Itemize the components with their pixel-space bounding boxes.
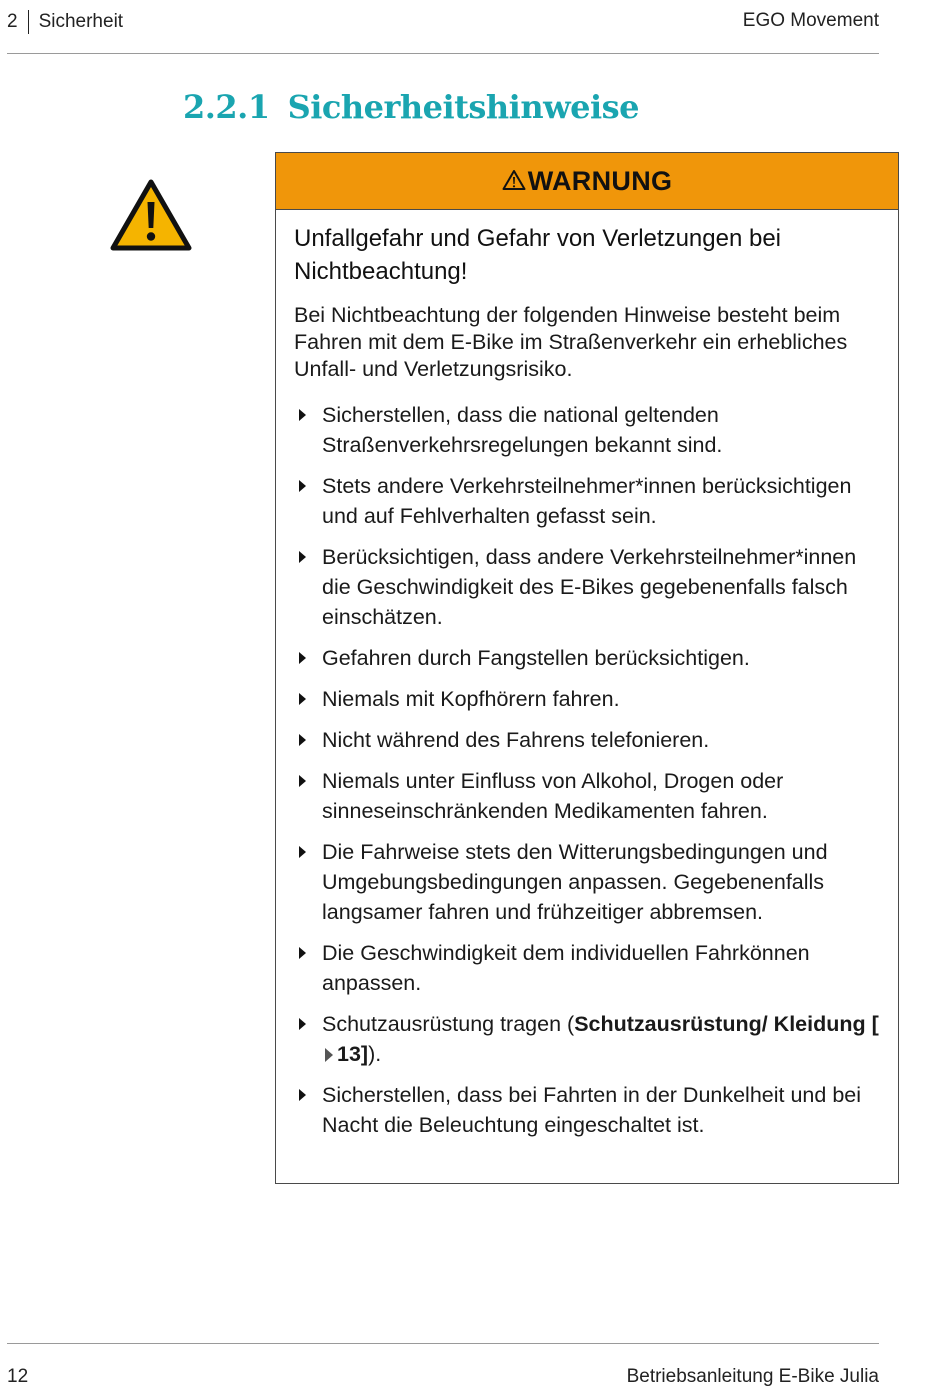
bullet-arrow-icon	[299, 409, 306, 421]
list-item: Nicht während des Fahrens telefonieren.	[294, 725, 880, 755]
warning-triangle-icon	[109, 178, 193, 252]
chapter-title: Sicherheit	[38, 11, 124, 32]
bullet-arrow-icon	[299, 846, 306, 858]
bullet-arrow-icon	[299, 652, 306, 664]
chapter-number: 2	[7, 11, 18, 32]
warning-body	[276, 210, 898, 1140]
list-item: Schutzausrüstung tragen (Schutzausrüstung/ Kleidung [13]).	[294, 1009, 880, 1069]
list-item: Die Fahrweise stets den Witterungsbedingungen und Umgebungsbedingungen anpassen. Gegebenenfalls langsamer fahren und frühzeitiger abbremsen.	[294, 837, 880, 927]
bullet-arrow-icon	[299, 551, 306, 563]
section-number: 2.2.1	[183, 88, 270, 126]
list-item: Berücksichtigen, dass andere Verkehrsteilnehmer*innen die Geschwindigkeit des E-Bikes gegebenenfalls falsch einschätzen.	[294, 542, 880, 632]
bullet-arrow-icon	[299, 1018, 306, 1030]
warning-box	[275, 152, 899, 1184]
header-brand: EGO Movement	[742, 10, 879, 31]
list-item: Sicherstellen, dass bei Fahrten in der Dunkelheit und bei Nacht die Beleuchtung eingeschaltet ist.	[294, 1080, 880, 1140]
list-item: Niemals mit Kopfhörern fahren.	[294, 684, 880, 714]
bullet-arrow-icon	[299, 775, 306, 787]
warning-header	[276, 153, 898, 210]
list-item: Die Geschwindigkeit dem individuellen Fahrkönnen anpassen.	[294, 938, 880, 998]
header-chapter	[7, 10, 123, 34]
warning-intro: Bei Nichtbeachtung der folgenden Hinweise besteht beim Fahren mit dem E-Bike im Straßenverkehr ein erhebliches Unfall- und Verletzungsrisiko.	[294, 303, 848, 381]
page-header	[7, 8, 879, 36]
header-rule	[7, 53, 879, 54]
page-ref-arrow-icon	[325, 1048, 333, 1062]
manual-title: Betriebsanleitung E-Bike Julia	[626, 1366, 879, 1387]
header-separator	[28, 10, 29, 34]
footer-rule	[7, 1343, 879, 1344]
bullet-arrow-icon	[299, 734, 306, 746]
list-item: Gefahren durch Fangstellen berücksichtigen.	[294, 643, 880, 673]
page-number: 12	[7, 1366, 29, 1387]
page-footer	[7, 1366, 879, 1388]
list-item: Niemals unter Einfluss von Alkohol, Drogen oder sinneseinschränkenden Medikamenten fahren.	[294, 766, 880, 826]
bullet-arrow-icon	[299, 480, 306, 492]
warning-small-icon	[502, 169, 526, 191]
list-item: Stets andere Verkehrsteilnehmer*innen berücksichtigen und auf Fehlverhalten gefasst sein.	[294, 471, 880, 531]
section-title: Sicherheitshinweise	[287, 88, 640, 126]
bullet-arrow-icon	[299, 693, 306, 705]
warning-label: WARNUNG	[527, 165, 673, 196]
cross-reference-link[interactable]: Schutzausrüstung/ Kleidung [13]	[322, 1012, 879, 1066]
list-item: Sicherstellen, dass die national geltenden Straßenverkehrsregelungen bekannt sind.	[294, 400, 880, 460]
section-heading	[183, 88, 639, 126]
bullet-arrow-icon	[299, 947, 306, 959]
step-list	[294, 400, 880, 1140]
warning-title: Unfallgefahr und Gefahr von Verletzungen bei Nichtbeachtung!	[294, 225, 781, 285]
bullet-arrow-icon	[299, 1089, 306, 1101]
